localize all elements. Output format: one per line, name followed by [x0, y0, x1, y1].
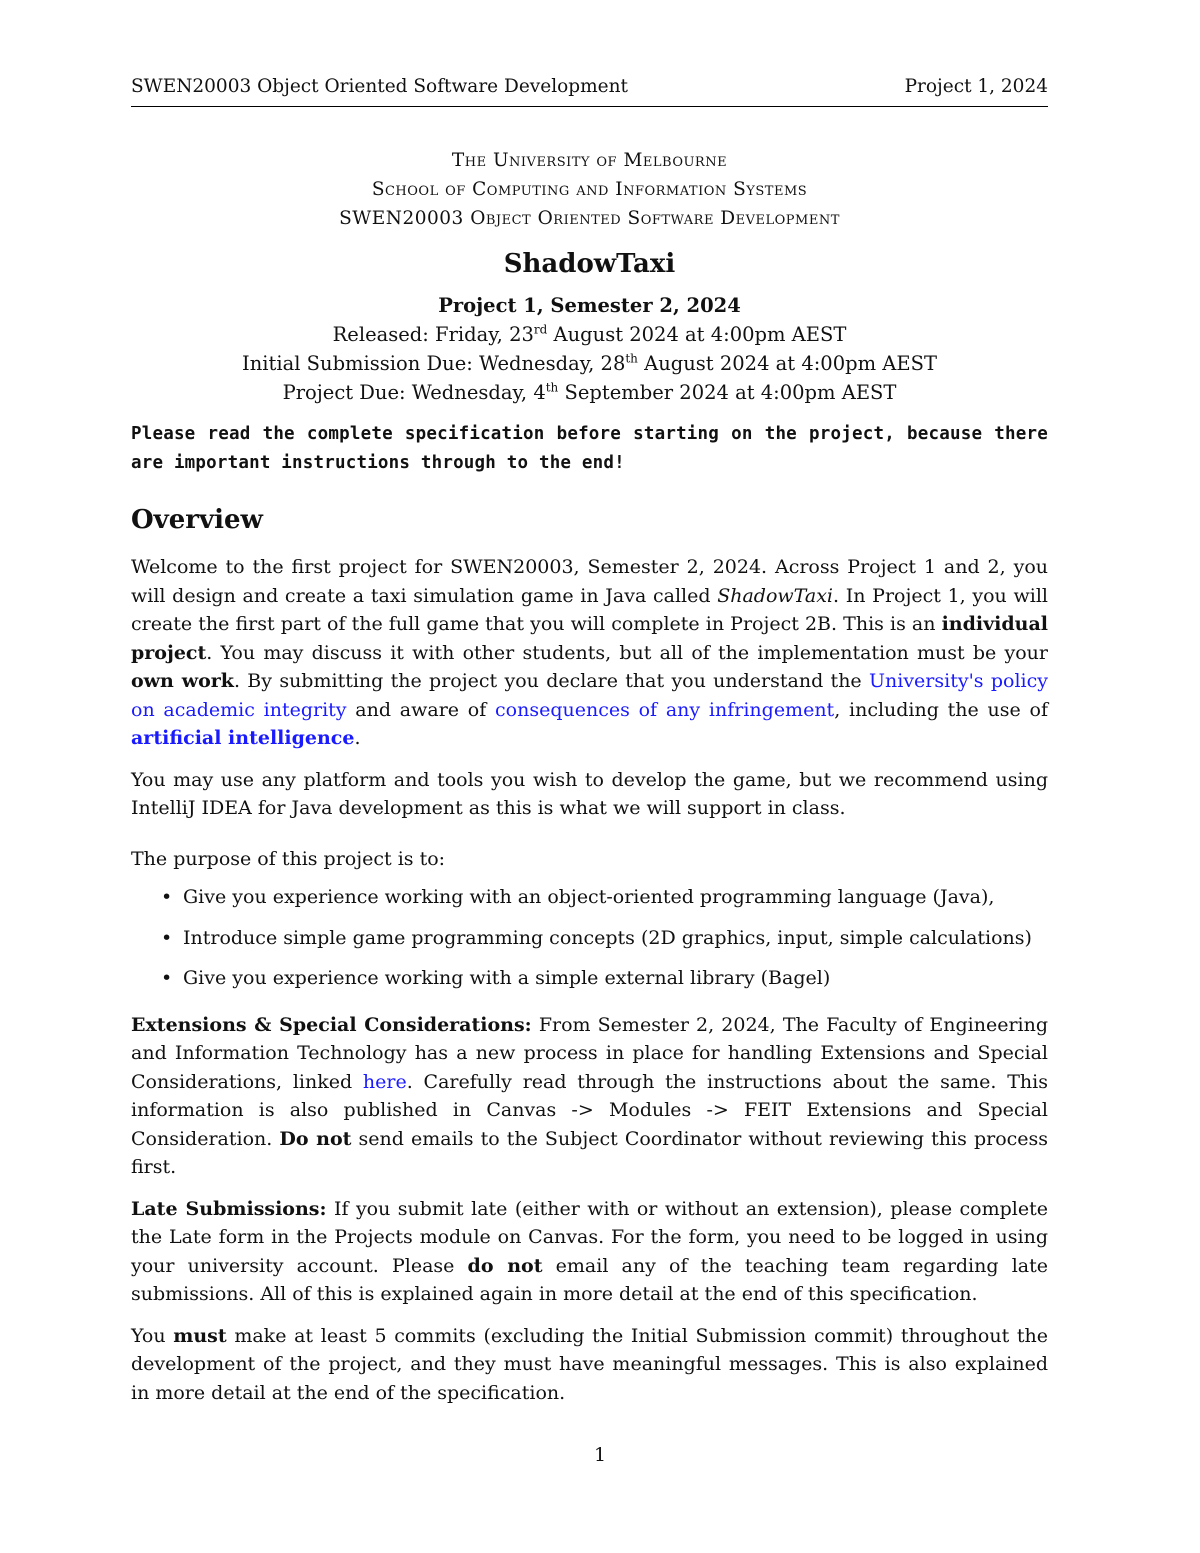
page-number: 1 — [593, 1444, 607, 1466]
list-item: • Give you experience working with an object-oriented programming language (Java), — [153, 883, 1048, 912]
university-name: The University of Melbourne — [451, 150, 728, 171]
commits-paragraph: You must make at least 5 commits (excluding the Initial Submission commit) throughout the development of the project, and they must have meaningful messages. This is also explained in more detail at the end of the specification. — [131, 1324, 1048, 1404]
consequences-link[interactable]: consequences of any infringement — [495, 698, 835, 721]
overview-heading: Overview — [131, 505, 263, 535]
subject-name: SWEN20003 Object Oriented Software Development — [339, 208, 840, 229]
overview-paragraph-1: Welcome to the first project for SWEN20003, Semester 2, 2024. Across Project 1 and 2, you will design and create a taxi simulation game in Java called ShadowTaxi. In Project 1, you will create the first part of the full game that you will complete in Project 2B. This is an individual project. You may discuss it with other students, but all of the implementation must be your own work. By submitting the project you declare that you understand the University's policy on academic integrity and aware of consequences of any infringement, including the use of artificial intelligence. — [131, 556, 1049, 749]
list-item: • Introduce simple game programming concepts (2D graphics, input, simple calculations) — [153, 924, 1048, 953]
title-block — [131, 146, 1048, 407]
header-project: Project 1, 2024 — [904, 76, 1048, 97]
project-due-date: Project Due: Wednesday, 4th September 2024 at 4:00pm AEST — [282, 380, 897, 404]
list-item: • Give you experience working with a simple external library (Bagel) — [153, 964, 1048, 993]
game-name: ShadowTaxi — [717, 584, 833, 607]
academic-integrity-link[interactable]: University's policy on academic integrity — [131, 670, 1049, 721]
dates — [131, 320, 1048, 407]
school-name: School of Computing and Information Systems — [371, 179, 808, 200]
extensions-here-link[interactable]: here — [362, 1070, 407, 1093]
late-submissions-paragraph: Late Submissions: If you submit late (either with or without an extension), please complete the Late form in the Projects module on Canvas. For the form, you need to be logged in using your university account. Please do not email any of the teaching team regarding late submissions. All of this is explained again in more detail at the end of this specification. — [131, 1197, 1048, 1305]
document-title: ShadowTaxi — [503, 249, 676, 279]
running-header — [131, 73, 1048, 107]
header-course: SWEN20003 Object Oriented Software Development — [131, 76, 628, 97]
overview-paragraph-2: You may use any platform and tools you wish to develop the game, but we recommend using IntelliJ IDEA for Java development as this is what we will support in class. — [131, 768, 1048, 819]
project-line: Project 1, Semester 2, 2024 — [438, 294, 741, 317]
artificial-intelligence-link[interactable]: artificial intelligence — [131, 727, 355, 749]
purpose-intro: The purpose of this project is to: — [131, 847, 446, 870]
read-warning: Please read the complete specification before starting on the project, because there are important instructions through to the end! — [131, 424, 1048, 473]
document-body — [131, 420, 1048, 1420]
extensions-paragraph: Extensions & Special Considerations: From Semester 2, 2024, The Faculty of Engineering and Information Technology has a new process in place for handling Extensions and Special Considerations, linked here. Carefully read through the instructions about the same. This information is also published in Canvas -> Modules -> FEIT Extensions and Special Consideration. Do not send emails to the Subject Coordinator without reviewing this process first. — [131, 1013, 1049, 1178]
released-date: Released: Friday, 23rd August 2024 at 4:00pm AEST — [332, 322, 847, 346]
purpose-list — [131, 883, 1048, 993]
initial-due-date: Initial Submission Due: Wednesday, 28th August 2024 at 4:00pm AEST — [242, 351, 937, 375]
